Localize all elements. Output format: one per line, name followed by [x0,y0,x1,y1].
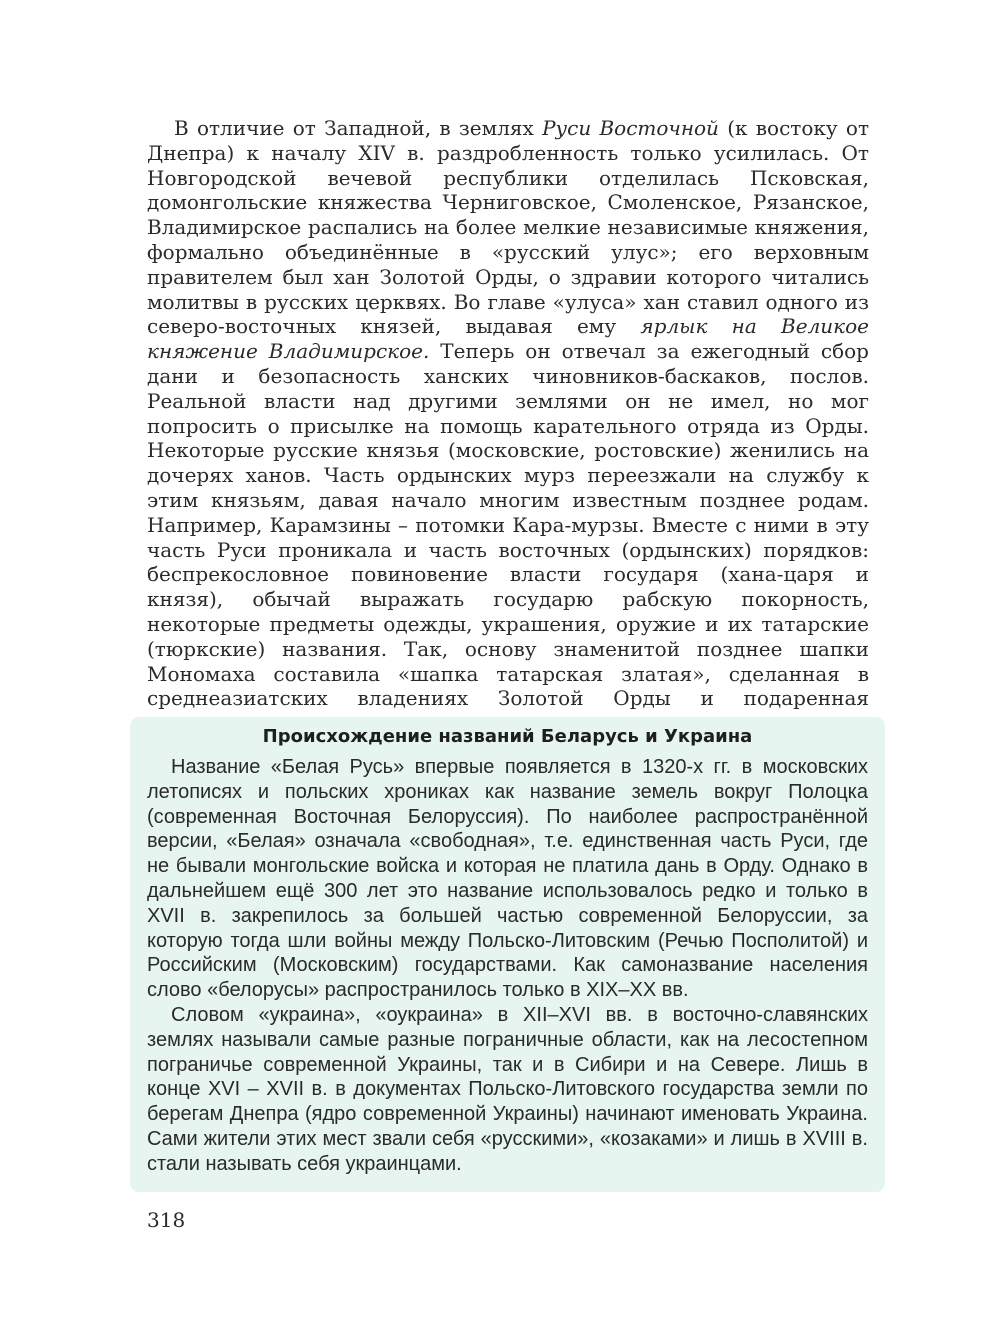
info-sidebar-box [130,717,885,1192]
main-paragraph-italic-rus-vostochnaya: Руси Восточной [542,116,719,140]
main-paragraph [147,116,869,736]
main-paragraph-italic-yarlyk: ярлык на Великое княжение Владимирское. [147,314,870,364]
page-number: 318 [147,1208,186,1232]
main-text-block [147,116,869,736]
sidebar-title: Происхождение названий Беларусь и Украина [262,726,753,747]
main-paragraph-part-c: Теперь он отвечал за ежегодный сбор дани и безопасность ханских чиновников-баскаков, послов. Реальной власти над другими землями он не имел, но мог попросить о присылке на помощь карательного отряда из Орды. Некоторые русские князья (московские, ростовские) женились на дочерях ханов. Часть ордынских мурз переезжали на службу к этим князьям, давая начало многим известным позднее родам. Например, Карамзины – потомки Кара-мурзы. Вместе с ними в эту часть Руси проникала и часть восточных (ордынских) порядков: беспрекословное повиновение власти государя (хана-царя и князя), обычай выражать государю рабскую покорность, некоторые предметы одежды, украшения, оружие и их татарские (тюркские) названия. Так, основу знаменитой позднее шапки Мономаха составила «шапка татарская златая», сделанная в среднеазиатских владениях Золотой Орды и подаренная [147,339,869,711]
sidebar-paragraph-ukraina: Словом «украина», «оукраина» в XII–XVI вв. в восточно-славянских землях называли самые разные пограничные области, как на лесостепном пограничье современной Украины, так и в Сибири и на Севере. Лишь в конце XVI – XVII в. в документах Польско-Литовского государства земли по берегам Днепра (ядро современной Украины) начинают именовать Украина. Сами жители этих мест звали себя «русскими», «козаками» и лишь в XVIII в. стали называть себя украинцами. [147,1003,868,1175]
sidebar-paragraph-belarus: Название «Белая Русь» впервые появляется в 1320-х гг. в московских летописях и польских хрониках как название земель вокруг Полоцка (современная Восточная Белоруссия). По наиболее распространённой версии, «Белая» означала «свободная», т.е. единственная часть Руси, где не бывали монгольские войска и которая не платила дань в Орду. Однако в дальнейшем ещё 300 лет это название использовалось редко и только в XVII в. закрепилось за большей частью современной Белоруссии, за которую тогда шли войны между Польско-Литовским (Речью Посполитой) и Российским (Московским) государствами. Как самоназвание населения слово «белорусы» распространилось только в XIX–XX вв. [147,756,868,1002]
main-paragraph-part-a: В отличие от Западной, в землях [174,116,543,140]
main-paragraph-part-b: (к востоку от Днепра) к началу XIV в. раздробленность только усилилась. От Новгородской вечевой республики отделилась Псковская, домонгольские княжества Черниговское, Смоленское, Рязанское, Владимирское распались на более мелкие независимые княжения, формально объединённые в «русский улус»; его верховным правителем был хан Золотой Орды, о здравии которого читались молитвы в русских церквях. Во главе «улуса» хан ставил одного из северо-восточных князей, выдавая ему [147,116,870,339]
